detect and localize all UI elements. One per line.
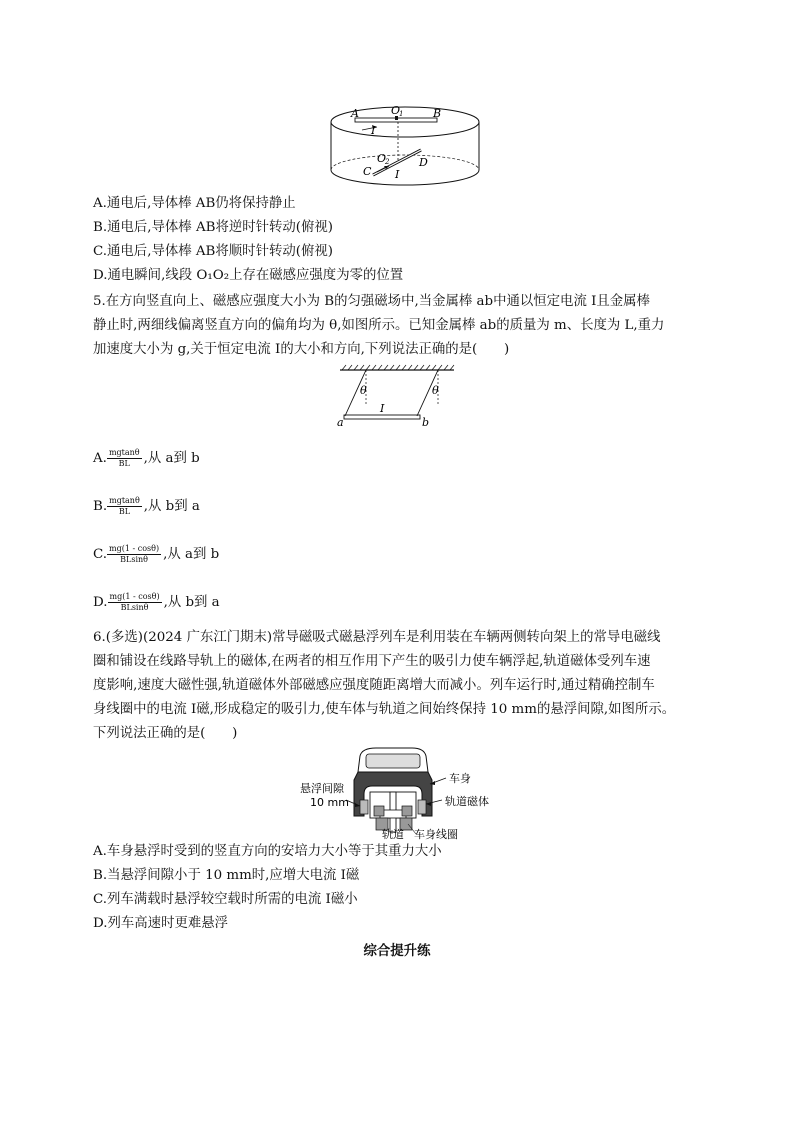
fraction [107,448,142,469]
maglev-figure [296,744,506,840]
fraction-denominator: BLsinθ [120,603,149,612]
q5-option-c [93,544,219,565]
direction-text: ,从 a到 b [163,547,220,562]
fraction [108,592,162,613]
fraction [107,496,142,517]
label-O2: O [377,152,387,165]
q5-stem-line2: 静止时,两细线偏离竖直方向的偏角均为 θ,如图所示。已知金属棒 ab的质量为 m、长度为 L,重力 [93,318,665,333]
option-letter: B. [93,499,108,514]
q4-option-c: C.通电后,导体棒 AB将顺时针转动(俯视) [93,244,333,259]
fraction-numerator: mgtanθ [108,448,140,457]
label-A: A [351,107,359,120]
q5-option-a [93,448,200,469]
label-D: D [419,156,428,169]
fraction-denominator: BL [118,507,131,516]
direction-text: ,从 b到 a [163,595,220,610]
q6-option-d: D.列车高速时更难悬浮 [93,916,229,931]
q6-stem-line5: 下列说法正确的是( ) [93,726,238,741]
q5-option-b [93,496,200,517]
gap-value: 10 mm [310,796,349,809]
q6-stem-line3: 度影响,速度大磁性强,轨道磁体外部磁感应强度随距离增大而减小。列车运行时,通过精确控制车 [93,678,655,693]
fraction-denominator: BL [118,459,130,468]
direction-text: ,从 a到 b [143,451,200,466]
q6-stem-line1: 6.(多选)(2024 广东江门期末)常导磁吸式磁悬浮列车是利用装在车辆两侧转向架上的常导电磁线 [93,630,661,645]
fraction-numerator: mg(1 - cosθ) [109,544,160,553]
q5-option-d [93,592,220,613]
gap-label: 悬浮间隙 [300,782,344,795]
suspended-rod-figure [336,364,458,430]
label-a: a [337,416,344,429]
q6-option-b: B.当悬浮间隙小于 10 mm时,应增大电流 I磁 [93,868,360,883]
q6-option-c: C.列车满载时悬浮较空载时所需的电流 I磁小 [93,892,358,907]
q4-option-d: D.通电瞬间,线段 O₁O₂上存在磁感应强度为零的位置 [93,268,404,283]
cylinder-figure [325,100,485,190]
q6-stem-line2: 圈和铺设在线路导轨上的磁体,在两者的相互作用下产生的吸引力使车辆浮起,轨道磁体受列车速 [93,654,651,669]
label-current-I: I [380,402,385,415]
label-B: B [433,107,442,120]
label-O1: O [391,104,401,117]
option-letter: A. [93,451,107,466]
section-title: 综合提升练 [363,943,431,959]
label-I-bottom: I [395,168,400,181]
label-O2-sub: 2 [385,158,390,166]
option-letter: D. [93,595,108,610]
label-C: C [363,165,372,178]
label-O1-sub: 1 [399,110,404,118]
direction-text: ,从 b到 a [143,499,200,514]
q4-option-b: B.通电后,导体棒 AB将逆时针转动(俯视) [93,220,334,235]
fraction-denominator: BLsinθ [120,555,148,564]
fraction [107,544,161,565]
label-theta-right: θ [432,384,439,397]
q4-option-a: A.通电后,导体棒 AB仍将保持静止 [93,196,296,211]
label-rail-magnet: 轨道磁体 [445,795,489,808]
fraction-numerator: mg(1 - cosθ) [109,592,160,601]
label-I-top: I [371,124,376,137]
label-body: 车身 [449,772,471,785]
q6-option-a: A.车身悬浮时受到的竖直方向的安培力大小等于其重力大小 [93,844,442,859]
q6-stem-line4: 身线圈中的电流 I磁,形成稳定的吸引力,使车体与轨道之间始终保持 10 mm的悬浮间隙,如图所示。 [93,702,676,717]
option-letter: C. [93,547,108,562]
q5-stem-line1: 5.在方向竖直向上、磁感应强度大小为 B的匀强磁场中,当金属棒 ab中通以恒定电流 I且金属棒 [93,294,650,309]
label-rail: 轨道 [382,828,404,840]
label-b: b [422,416,430,429]
fraction-numerator: mgtanθ [109,496,140,505]
label-coil: 车身线圈 [414,828,458,840]
label-theta-left: θ [360,384,367,397]
q5-stem-line3: 加速度大小为 g,关于恒定电流 I的大小和方向,下列说法正确的是( ) [93,342,510,357]
